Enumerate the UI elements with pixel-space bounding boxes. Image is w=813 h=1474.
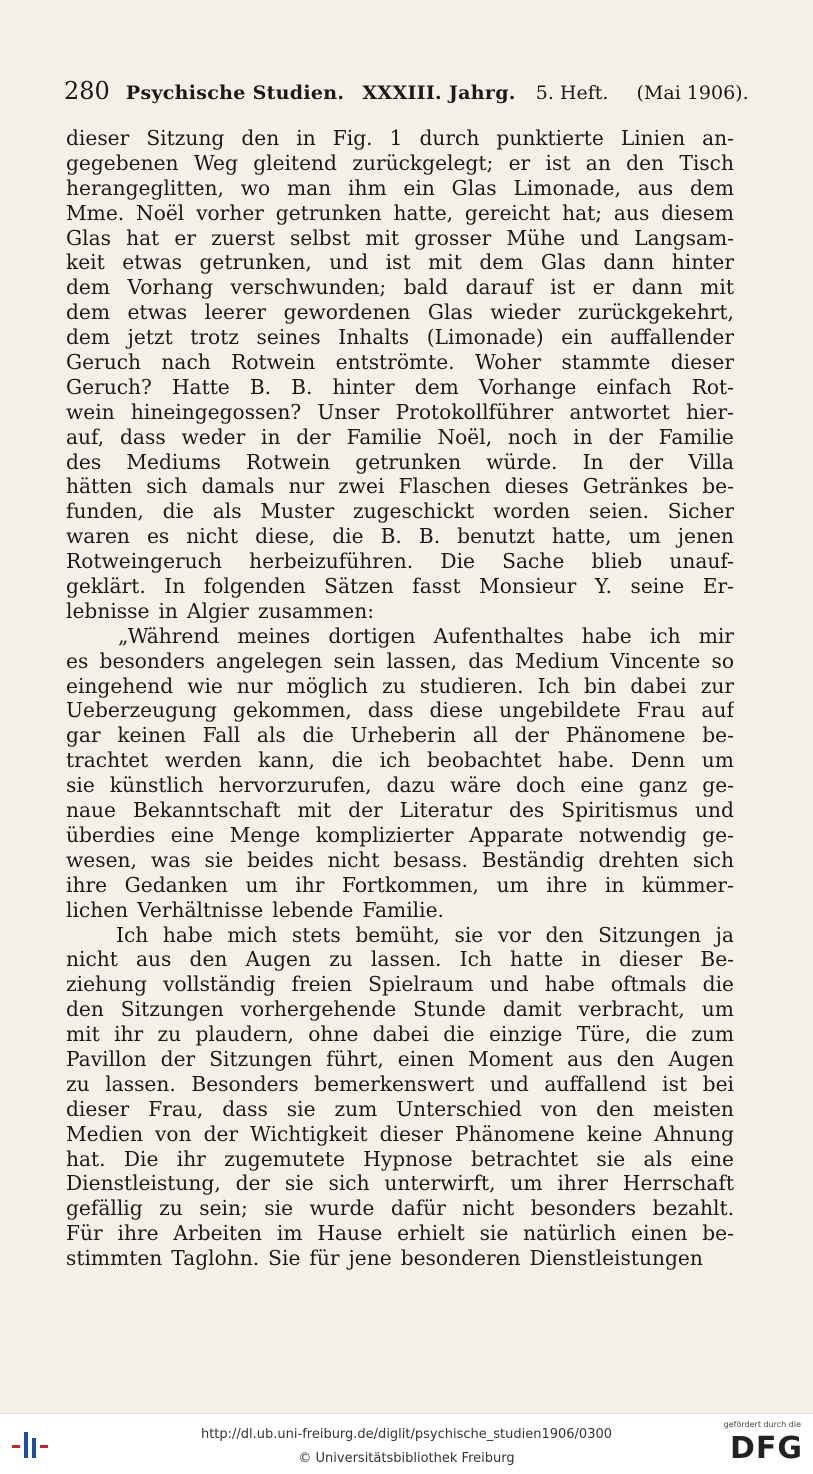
issue-label: 5. Heft. [535,82,609,104]
text-line: Glas hat er zuerst selbst mit grosser Mühe und Langsam- [66,225,734,250]
text-line: den Sitzungen vorhergehende Stunde damit verbracht, um [66,997,734,1022]
text-line: Medien von der Wichtigkeit dieser Phänomene keine Ahnung [66,1121,734,1146]
document-url[interactable]: http://dl.ub.uni-freiburg.de/diglit/psychische_studien1906/0300 [200,1427,613,1442]
text-line: naue Bekanntschaft mit der Literatur des Spiritismus und [66,798,734,823]
text-line: dem Vorhang verschwunden; bald darauf ist er dann mit [66,275,734,300]
text-line: ihre Gedanken um ihr Fortkommen, um ihre in kümmer- [66,872,734,897]
text-line: Ich habe mich stets bemüht, sie vor den Sitzungen ja [116,922,734,947]
text-line: ziehung vollständig freien Spielraum und habe oftmals die [66,972,734,997]
text-line: Dienstleistung, der sie sich unterwirft, um ihrer Herrschaft [66,1171,734,1196]
text-line: gar keinen Fall als die Urheberin all der Phänomene be- [66,723,734,748]
text-line: hat. Die ihr zugemutete Hypnose betrachtet sie als eine [66,1146,734,1171]
text-line: keit etwas getrunken, und ist mit dem Glas dann hinter [66,250,734,275]
viewer-footer [0,1413,813,1474]
volume-label: XXXIII. Jahrg. [362,82,516,104]
text-line: Geruch nach Rotwein entströmte. Woher stammte dieser [66,350,734,375]
text-line: zu lassen. Besonders bemerkenswert und auffallend ist bei [66,1071,734,1096]
text-line: mit ihr zu plaudern, ohne dabei die einzige Türe, die zum [66,1022,734,1047]
text-line: dieser Sitzung den in Fig. 1 durch punktierte Linien an- [66,126,734,150]
copyright-notice: © Universitätsbibliothek Freiburg [298,1451,515,1466]
page-header [64,74,749,108]
running-title: Psychische Studien. [125,82,345,104]
text-line: „Während meines dortigen Aufenthaltes habe ich mir [118,623,734,648]
text-line: eingehend wie nur möglich zu studieren. Ich bin dabei zur [66,673,734,698]
text-line: sie künstlich hervorzurufen, dazu wäre doch eine ganz ge- [66,773,734,798]
funding-note: gefördert durch die [723,1420,801,1429]
text-line: dem jetzt trotz seines Inhalts (Limonade) ein auffallender [66,325,734,350]
text-line: hätten sich damals nur zwei Flaschen dieses Getränkes be- [66,474,734,499]
text-line: Rotweingeruch herbeizuführen. Die Sache blieb unauf- [66,549,734,574]
text-line: Ueberzeugung gekommen, dass diese ungebildete Frau auf [66,698,734,723]
text-line: waren es nicht diese, die B. B. benutzt hatte, um jenen [66,524,734,549]
text-line: lichen Verhältnisse lebende Familie. [66,897,444,922]
text-line: auf, dass weder in der Familie Noël, noch in der Familie [66,424,734,449]
text-line: des Mediums Rotwein getrunken würde. In der Villa [66,449,734,474]
text-line: überdies eine Menge komplizierter Apparate notwendig ge- [66,822,734,847]
text-line: Geruch? Hatte B. B. hinter dem Vorhange einfach Rot- [66,374,734,399]
text-line: trachtet werden kann, die ich beobachtet habe. Denn um [66,748,734,773]
text-line: stimmten Taglohn. Sie für jene besonderen Dienstleistungen [66,1246,703,1271]
text-line: Für ihre Arbeiten im Hause erhielt sie natürlich einen be- [66,1221,734,1246]
text-line: geklärt. In folgenden Sätzen fasst Monsieur Y. seine Er- [66,574,734,599]
text-line: wesen, was sie beides nicht besass. Beständig drehten sich [66,847,734,872]
body-text [66,126,734,1271]
text-line: Pavillon der Sitzungen führt, einen Moment aus den Augen [66,1046,734,1071]
issue-date: (Mai 1906). [636,82,749,104]
text-line: dem etwas leerer gewordenen Glas wieder zurückgekehrt, [66,300,734,325]
text-line: wein hineingegossen? Unser Protokollführer antwortet hier- [66,399,734,424]
text-line: dieser Frau, dass sie zum Unterschied von den meisten [66,1096,734,1121]
text-line: herangeglitten, wo man ihm ein Glas Limonade, aus dem [66,175,734,200]
text-line: funden, die als Muster zugeschickt worden seien. Sicher [66,499,734,524]
text-line: lebnisse in Algier zusammen: [66,598,375,623]
text-line: gefällig zu sein; sie wurde dafür nicht besonders bezahlt. [66,1196,734,1221]
text-line: nicht aus den Augen zu lassen. Ich hatte in dieser Be- [66,947,734,972]
dfg-logo: DFG [729,1431,803,1466]
text-line: es besonders angelegen sein lassen, das Medium Vincente so [66,648,734,673]
text-line: gegebenen Weg gleitend zurückgelegt; er ist an den Tisch [66,150,734,175]
page-number: 280 [64,77,110,105]
text-line: Mme. Noël vorher getrunken hatte, gereicht hat; aus diesem [66,200,734,225]
